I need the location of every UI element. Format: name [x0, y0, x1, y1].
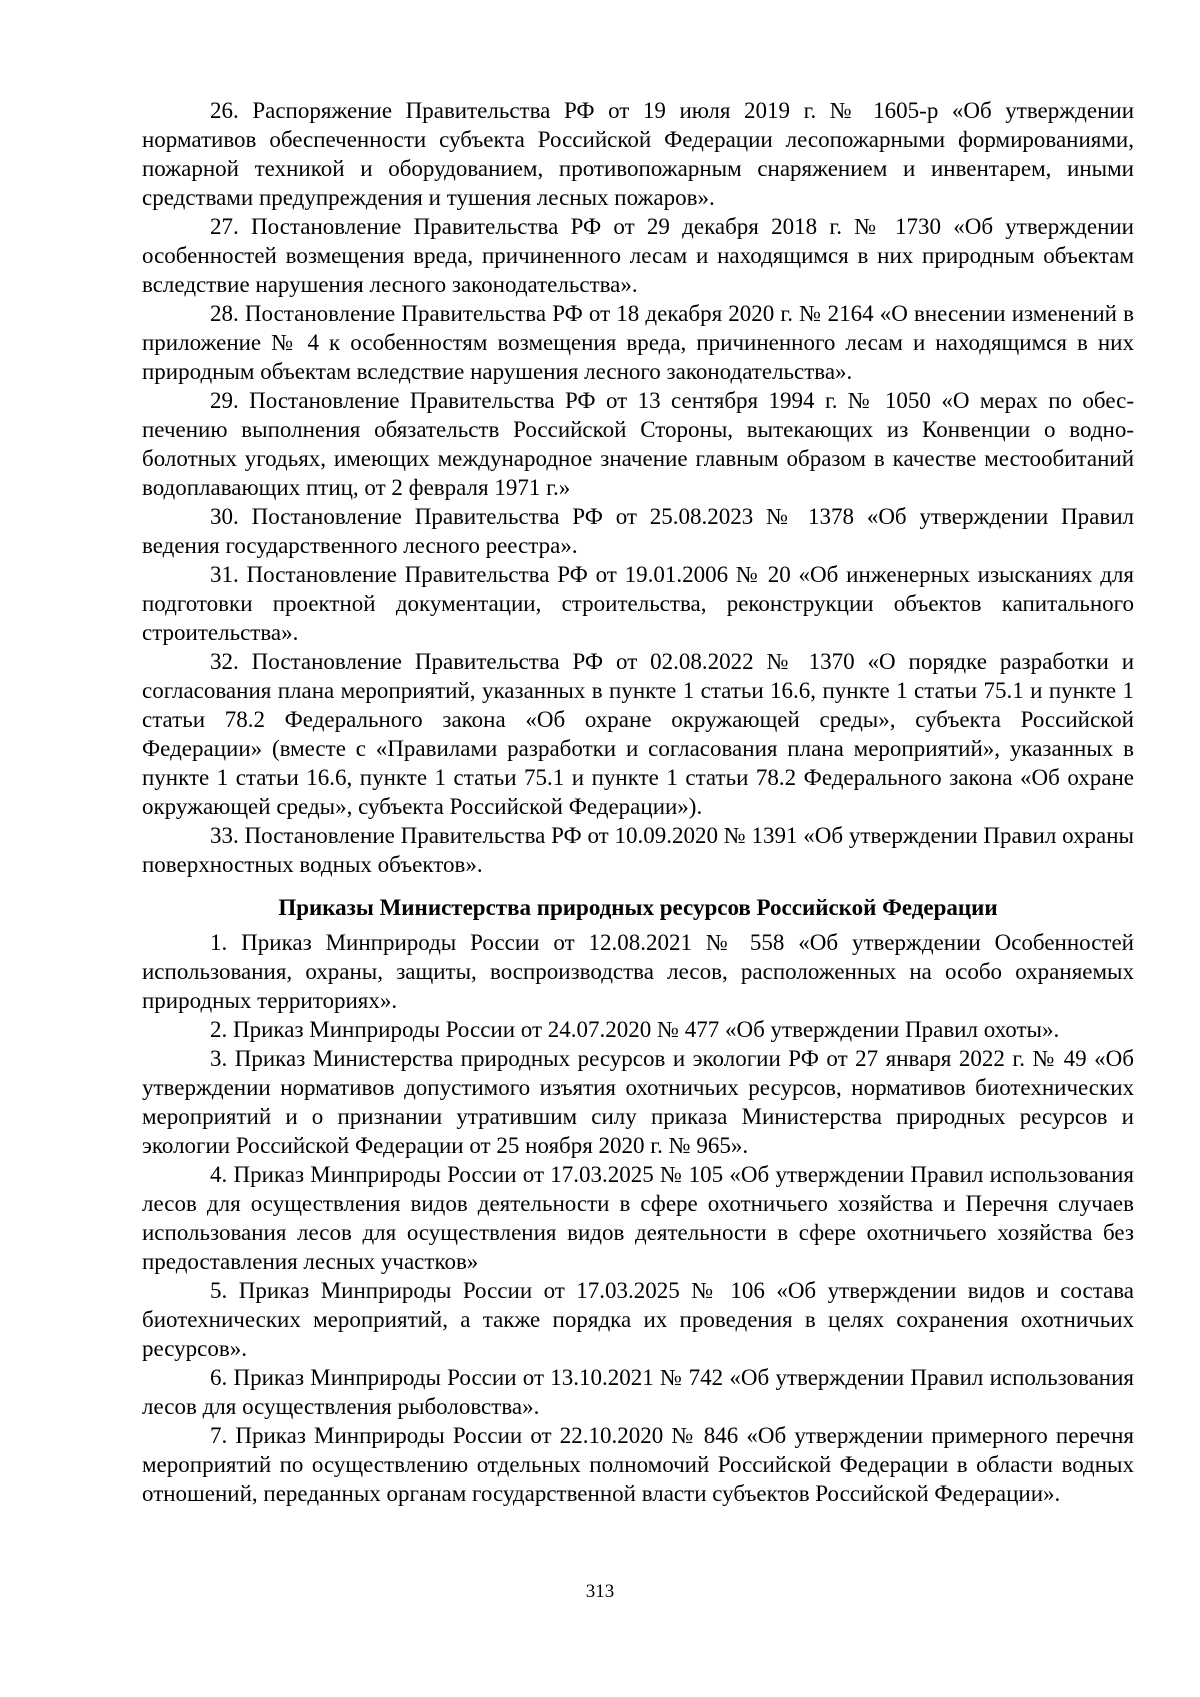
order-item-5: 5. Приказ Минприроды России от 17.03.2025 № 106 «Об утверждении видов и состава биотехнических мероприятий, а также порядка их проведения в целях сохранения охотничьих ресурсов». — [142, 1278, 1134, 1361]
list-item-31: 31. Постановление Правительства РФ от 19.01.2006 № 20 «Об инженерных изысканиях для подготовки проектной документации, строительства, реконструкции объектов капитального строительства». — [142, 562, 1134, 645]
list-item-26: 26. Распоряжение Правительства РФ от 19 июля 2019 г. № 1605-р «Об утверждении нормативов обеспеченности субъекта Российской Федерации лесопожарными формированиями, пожарной техникой и оборудованием, противопожарным снаряжением и инвентарем, иными средствами предупреждения и тушения лесных пожаров». — [142, 98, 1134, 210]
order-item-7: 7. Приказ Минприроды России от 22.10.2020 № 846 «Об утверждении примерного перечня мероприятий по осуществлению отдельных полномочий Российской Федерации в области водных отношений, переданных органам государственной власти субъектов Российской Федерации». — [142, 1423, 1134, 1506]
order-item-1: 1. Приказ Минприроды России от 12.08.2021 № 558 «Об утверждении Особенностей использования, охраны, защиты, воспроизводства лесов, расположенных на особо охраняемых природных территориях». — [142, 930, 1134, 1013]
section-heading: Приказы Министерства природных ресурсов Российской Федерации — [278, 895, 998, 920]
order-item-2: 2. Приказ Минприроды России от 24.07.2020 № 477 «Об утверждении Правил охоты». — [210, 1017, 1060, 1042]
order-item-6: 6. Приказ Минприроды России от 13.10.2021 № 742 «Об утверждении Правил использования лесов для осуществления рыболовства». — [142, 1365, 1134, 1419]
page-number: 313 — [585, 1581, 615, 1602]
list-item-29: 29. Постановление Правительства РФ от 13 сентября 1994 г. № 1050 «О мерах по обеспечению выполнения обязательств Российской Стороны, вытекающих из Конвенции о водноболотных угодьях, имеющих международное значение главным образом в качестве местообитаний водоплавающих птиц, от 2 февраля 1971 г.» — [142, 388, 1134, 500]
document-page — [142, 96, 1134, 1508]
list-item-33: 33. Постановление Правительства РФ от 10.09.2020 № 1391 «Об утверждении Правил охраны поверхностных водных объектов». — [142, 823, 1134, 877]
list-item-28: 28. Постановление Правительства РФ от 18 декабря 2020 г. № 2164 «О внесении изменений в приложение № 4 к особенностям возмещения вреда, причиненного лесам и находящимся в них природным объектам вследствие нарушения лесного законодательства». — [142, 301, 1134, 384]
list-item-30: 30. Постановление Правительства РФ от 25.08.2023 № 1378 «Об утверждении Правил ведения государственного лесного реестра». — [142, 504, 1134, 558]
list-item-27: 27. Постановление Правительства РФ от 29 декабря 2018 г. № 1730 «Об утверждении особенностей возмещения вреда, причиненного лесам и находящимся в них природным объектам вследствие нарушения лесного законодательства». — [142, 214, 1134, 297]
list-item-32: 32. Постановление Правительства РФ от 02.08.2022 № 1370 «О порядке разработки и согласования плана мероприятий, указанных в пункте 1 статьи 16.6, пункте 1 статьи 75.1 и пункте 1 статьи 78.2 Федерального закона «Об охране окружающей среды», субъекта Российской Федерации» (вместе с «Правилами разработки и согласования плана мероприятий», указанных в пункте 1 статьи 16.6, пункте 1 статьи 75.1 и пункте 1 статьи 78.2 Федерального закона «Об охране окружающей среды», субъекта Российской Федерации»). — [142, 649, 1134, 819]
order-item-4: 4. Приказ Минприроды России от 17.03.2025 № 105 «Об утверждении Правил использования лесов для осуществления видов деятельности в сфере охотничьего хозяйства и Перечня случаев использования лесов для осуществления видов деятельности в сфере охотничьего хозяйства без предоставления лесных участков» — [142, 1162, 1134, 1274]
order-item-3: 3. Приказ Министерства природных ресурсов и экологии РФ от 27 января 2022 г. № 49 «Об утверждении нормативов допустимого изъятия охотничьих ресурсов, нормативов биотехнических мероприятий и о признании утратившим силу приказа Министерства природных ресурсов и экологии Российской Федерации от 25 ноября 2020 г. № 965». — [142, 1046, 1134, 1158]
